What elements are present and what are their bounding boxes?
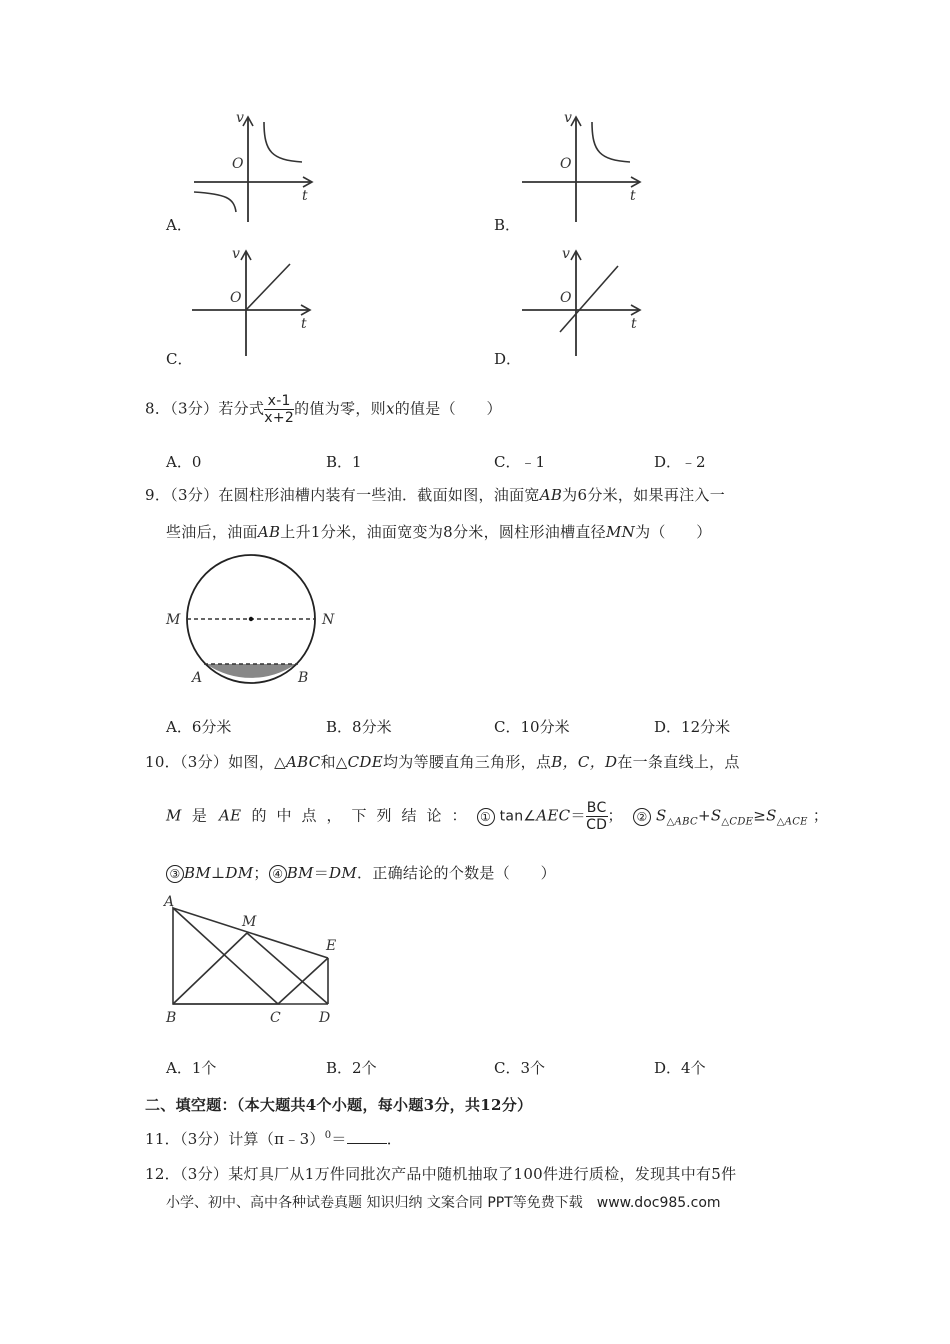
label-a: A [164, 894, 175, 910]
label-a: A [192, 670, 203, 686]
q7-option-b[interactable]: B． [494, 216, 521, 234]
label-m: M [166, 612, 181, 628]
q9-option-a[interactable]: A．6分米 [166, 718, 232, 736]
axis-o-label: O [230, 290, 242, 306]
label-d: D [319, 1010, 331, 1026]
q7-graph-d [518, 242, 648, 364]
q8-option-b[interactable]: B．1 [326, 453, 362, 471]
axis-o-label: O [560, 156, 572, 172]
axis-t-label: t [631, 316, 637, 332]
q10-option-c[interactable]: C．3个 [494, 1059, 546, 1077]
q7-graph-a [190, 108, 320, 230]
q9-figure [160, 546, 350, 695]
q10-stem-line2: M 是 AE 的中点，下列结论： ① tan∠AEC＝ $\frac{BC}{CD}$ ； ② $S_{\triangle ABC}+S_{\triangle CDE}\ge S_{\triangle ACE}$ ； [166, 800, 829, 833]
axis-o-label: O [560, 290, 572, 306]
section-heading: 二、填空题：（本大题共4个小题，每小题3分，共12分） [145, 1096, 533, 1114]
q10-option-b[interactable]: B．2个 [326, 1059, 377, 1077]
q8-option-a[interactable]: A．0 [166, 453, 202, 471]
q10-stem-line3: ③ BM⊥DM； ④ BM＝DM．正确结论的个数是（ ） [166, 862, 556, 883]
q10-option-a[interactable]: A．1个 [166, 1059, 217, 1077]
axis-v-label: v [564, 110, 572, 126]
q10-fraction: $\frac{BC}{CD}$ [586, 800, 608, 833]
axis-v-label: v [232, 246, 240, 262]
q9-option-c[interactable]: C．10分米 [494, 718, 570, 736]
axis-t-label: t [630, 188, 636, 204]
q7-option-d[interactable]: D． [494, 350, 522, 368]
axis-t-label: t [301, 316, 307, 332]
q8-fraction: $\frac{x-1}{x+2}$ [264, 393, 295, 426]
q9-option-d[interactable]: D．12分米 [654, 718, 731, 736]
q12-stem: 12．（3分）某灯具厂从1万件同批次产品中随机抽取了100件进行质检，发现其中有5件 [145, 1165, 737, 1183]
q10-figure [160, 890, 350, 1034]
q9-stem-line1: 9．（3分）在圆柱形油槽内装有一些油．截面如图，油面宽AB为6分米，如果再注入一 [145, 486, 726, 504]
q8-option-d[interactable]: D．﹣2 [654, 453, 706, 471]
q8-option-c[interactable]: C．﹣1 [494, 453, 546, 471]
q8-stem: 8．（3分）若分式 $\frac{x-1}{x+2}$ 的值为零，则x的值是（ ） [145, 393, 502, 426]
footer-banner[interactable]: 小学、初中、高中各种试卷真题 知识归纳 文案合同 PPT等免费下载 www.doc985.com [166, 1195, 721, 1211]
q11-answer-blank[interactable] [347, 1131, 387, 1144]
label-m: M [242, 914, 257, 930]
q9-stem-line2: 些油后，油面AB上升1分米，油面宽变为8分米，圆柱形油槽直径MN为（ ） [166, 523, 712, 541]
q9-option-b[interactable]: B．8分米 [326, 718, 392, 736]
axis-v-label: v [236, 110, 244, 126]
label-c: C [270, 1010, 281, 1026]
q7-option-c[interactable]: C． [166, 350, 193, 368]
q7-graph-b [518, 108, 648, 230]
label-b: B [166, 1010, 177, 1026]
label-b: B [298, 670, 309, 686]
q11-stem: 11．（3分）计算（π﹣3）$^0$＝ ． [145, 1130, 403, 1148]
axis-o-label: O [232, 156, 244, 172]
label-e: E [326, 938, 337, 954]
axis-t-label: t [302, 188, 308, 204]
q7-graph-c [188, 242, 318, 364]
axis-v-label: v [562, 246, 570, 262]
q10-stem-line1: 10．（3分）如图，△ABC和△CDE均为等腰直角三角形，点B，C，D在一条直线上，点 [145, 753, 740, 771]
q7-option-a[interactable]: A． [166, 216, 192, 234]
label-n: N [322, 612, 335, 628]
q10-option-d[interactable]: D．4个 [654, 1059, 706, 1077]
